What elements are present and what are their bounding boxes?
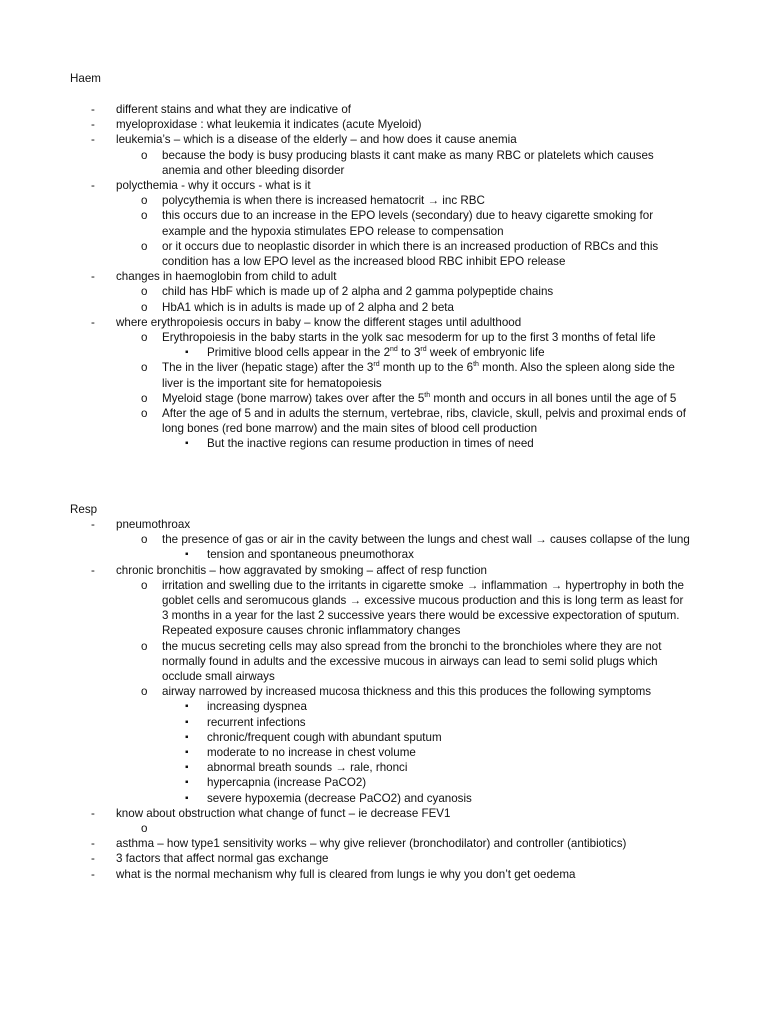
list-item-text: abnormal breath sounds → rale, rhonci [207, 761, 408, 775]
list-item [0, 269, 676, 284]
list-item-text: or it occurs due to neoplastic disorder in which there is an increased production of RBCs and this condition has a low EPO level as the increased blood RBC inhibit EPO release [162, 239, 659, 269]
list-item-text: 3 factors that affect normal gas exchange [116, 852, 329, 866]
bullet-marker: - [91, 806, 95, 820]
list-item-text: HbA1 which is in adults is made up of 2 alpha and 2 beta [162, 300, 454, 314]
list-item-text [162, 360, 690, 390]
bullet-marker: o [141, 331, 148, 345]
bullet-marker: o [141, 822, 148, 836]
list-item [0, 208, 690, 238]
text-fragment: The in the liver (hepatic stage) after the 3 [162, 361, 374, 375]
ordinal-suffix: th [473, 361, 479, 369]
list-item [0, 436, 687, 451]
list-item-text: pneumothroax [116, 518, 191, 531]
list-item [0, 148, 690, 178]
ordinal-suffix: rd [373, 361, 380, 369]
list-item-text: increasing dyspnea [207, 700, 307, 714]
list-item [0, 821, 690, 836]
list-item [0, 102, 676, 117]
bullet-marker: o [141, 209, 148, 223]
list-item [0, 684, 690, 699]
bullet-marker: ▪ [185, 716, 189, 728]
list-item-text: airway narrowed by increased mucosa thickness and this this produces the following symptoms [162, 685, 652, 699]
list-item-text: myeloproxidase : what leukemia it indicates (acute Myeloid) [116, 118, 422, 132]
bullet-marker: ▪ [185, 762, 189, 774]
list-item [0, 406, 690, 436]
list-item [0, 563, 676, 578]
list-item [0, 330, 690, 345]
list-item-text: because the body is busy producing blasts it cant make as many RBC or platelets which causes anemia and other bleeding disorder [162, 148, 654, 177]
bullet-marker: - [91, 270, 95, 284]
section-title-haem: Haem [70, 72, 101, 85]
list-item-text: know about obstruction what change of funct – ie decrease FEV1 [116, 806, 451, 820]
list-item-text: child has HbF which is made up of 2 alpha and 2 gamma polypeptide chains [162, 285, 554, 299]
list-item [0, 315, 676, 330]
bullet-marker: - [91, 837, 95, 851]
text-fragment: to 3 [397, 346, 421, 360]
bullet-marker: - [91, 315, 95, 329]
list-item-text: hypercapnia (increase PaCO2) [207, 776, 367, 790]
list-item-text: where erythropoiesis occurs in baby – know the different stages until adulthood [116, 315, 522, 329]
list-item [0, 284, 690, 299]
list-item-text: tension and spontaneous pneumothorax [207, 548, 414, 562]
list-item [0, 730, 687, 745]
bullet-marker: - [91, 179, 95, 193]
list-item-text: Erythropoiesis in the baby starts in the yolk sac mesoderm for up to the first 3 months of fetal life [162, 331, 656, 345]
bullet-marker: ▪ [185, 549, 189, 561]
list-item-text: different stains and what they are indicative of [116, 103, 352, 116]
list-item [0, 715, 687, 730]
list-item [0, 132, 676, 147]
bullet-marker: o [141, 361, 148, 375]
text-fragment: month and occurs in all bones until the age of 5 [430, 391, 677, 405]
list-item-text: leukemia’s – which is a disease of the elderly – and how does it cause anemia [116, 133, 517, 147]
list-item [0, 867, 676, 882]
ordinal-suffix: nd [390, 346, 398, 354]
bullet-marker: o [141, 407, 148, 421]
bullet-marker: o [141, 239, 148, 253]
bullet-marker: - [91, 518, 95, 531]
list-item [0, 178, 676, 193]
list-item-text: chronic bronchitis – how aggravated by smoking – affect of resp function [116, 563, 487, 577]
ordinal-suffix: th [424, 392, 431, 399]
list-item-text: moderate to no increase in chest volume [207, 746, 416, 760]
bullet-marker: ▪ [185, 792, 189, 804]
bullet-marker: ▪ [185, 747, 189, 759]
bullet-marker: o [141, 533, 148, 547]
text-fragment: month up to the 6 [379, 361, 474, 375]
list-item-text: what is the normal mechanism why full is cleared from lungs ie why you don’t get oedema [116, 867, 576, 881]
list-item [0, 578, 690, 639]
list-item-text: But the inactive regions can resume production in times of need [207, 437, 534, 451]
bullet-marker: - [91, 563, 95, 577]
bullet-marker: - [91, 852, 95, 866]
list-item-text: polycthemia - why it occurs - what is it [116, 179, 311, 193]
list-item [0, 806, 676, 821]
bullet-marker: o [141, 300, 148, 314]
text-fragment: week of embryonic life [426, 346, 545, 360]
list-item-text: recurrent infections [207, 715, 306, 729]
list-item [0, 345, 687, 360]
text-fragment: Primitive blood cells appear in the 2 [207, 346, 391, 360]
list-item-text [162, 821, 690, 836]
bullet-marker: o [141, 391, 148, 405]
list-item-text: irritation and swelling due to the irritants in cigarette smoke → inflammation → hypertrophy in both the goblet cells and seromucous glands → excessive mucous production and this is long term as least for 3 months in a year for the last 2 successive years there would be excessive expectoration of sputum. Repeated exposure causes chronic inflammatory changes [162, 578, 684, 638]
bullet-marker: o [141, 148, 148, 162]
bullet-marker: o [141, 285, 148, 299]
list-item-text [207, 345, 687, 360]
list-item [0, 532, 690, 547]
list-item [0, 760, 687, 775]
text-fragment: Myeloid stage (bone marrow) takes over after the 5 [162, 391, 425, 405]
ordinal-suffix: rd [420, 346, 427, 354]
list-item [0, 745, 687, 760]
section-title-resp: Resp [70, 503, 98, 516]
list-item [0, 699, 687, 714]
notes-list-resp [0, 517, 768, 882]
notes-list-haem [0, 102, 768, 452]
list-item-text: changes in haemoglobin from child to adult [116, 270, 337, 284]
bullet-marker: o [141, 685, 148, 699]
list-item [0, 117, 676, 132]
bullet-marker: ▪ [185, 701, 189, 713]
list-item [0, 391, 690, 406]
list-item [0, 836, 676, 851]
list-item [0, 193, 690, 208]
list-item [0, 639, 690, 685]
list-item [0, 547, 687, 562]
list-item [0, 791, 687, 806]
list-item-text: asthma – how type1 sensitivity works – why give reliever (bronchodilator) and controller (antibiotics) [116, 837, 627, 851]
bullet-marker: ▪ [185, 347, 189, 359]
text-fragment: month. Also the spleen along side the liver is the important site for hematopoiesis [162, 361, 675, 390]
list-item-text: the mucus secreting cells may also spread from the bronchi to the bronchioles where they are not normally found in adults and the excessive mucous in airways can lead to semi solid plugs which occlude small airways [162, 639, 662, 684]
list-item [0, 517, 676, 532]
list-item [0, 775, 687, 790]
bullet-marker: - [91, 103, 95, 116]
list-item-text: After the age of 5 and in adults the sternum, vertebrae, ribs, clavicle, skull, pelvis and proximal ends of long bones (red bone marrow) and the main sites of blood cell production [162, 407, 686, 436]
list-item [0, 360, 690, 390]
bullet-marker: ▪ [185, 438, 189, 450]
list-item-text [162, 391, 690, 406]
bullet-marker: - [91, 118, 95, 132]
list-item-text: this occurs due to an increase in the EPO levels (secondary) due to heavy cigarette smoking for example and the hypoxia stimulates EPO release to compensation [162, 209, 654, 238]
bullet-marker: - [91, 133, 95, 147]
bullet-marker: o [141, 639, 148, 653]
list-item-text: severe hypoxemia (decrease PaCO2) and cyanosis [207, 791, 472, 805]
list-item [0, 851, 676, 866]
bullet-marker: ▪ [185, 777, 189, 789]
list-item-text: polycythemia is when there is increased hematocrit → inc RBC [162, 194, 485, 208]
list-item [0, 300, 690, 315]
list-item [0, 239, 690, 269]
list-item-text: the presence of gas or air in the cavity between the lungs and chest wall → causes collapse of the lung [162, 533, 690, 547]
bullet-marker: o [141, 194, 148, 208]
list-item-text: chronic/frequent cough with abundant sputum [207, 730, 442, 744]
bullet-marker: - [91, 867, 95, 881]
bullet-marker: ▪ [185, 731, 189, 743]
bullet-marker: o [141, 578, 148, 592]
